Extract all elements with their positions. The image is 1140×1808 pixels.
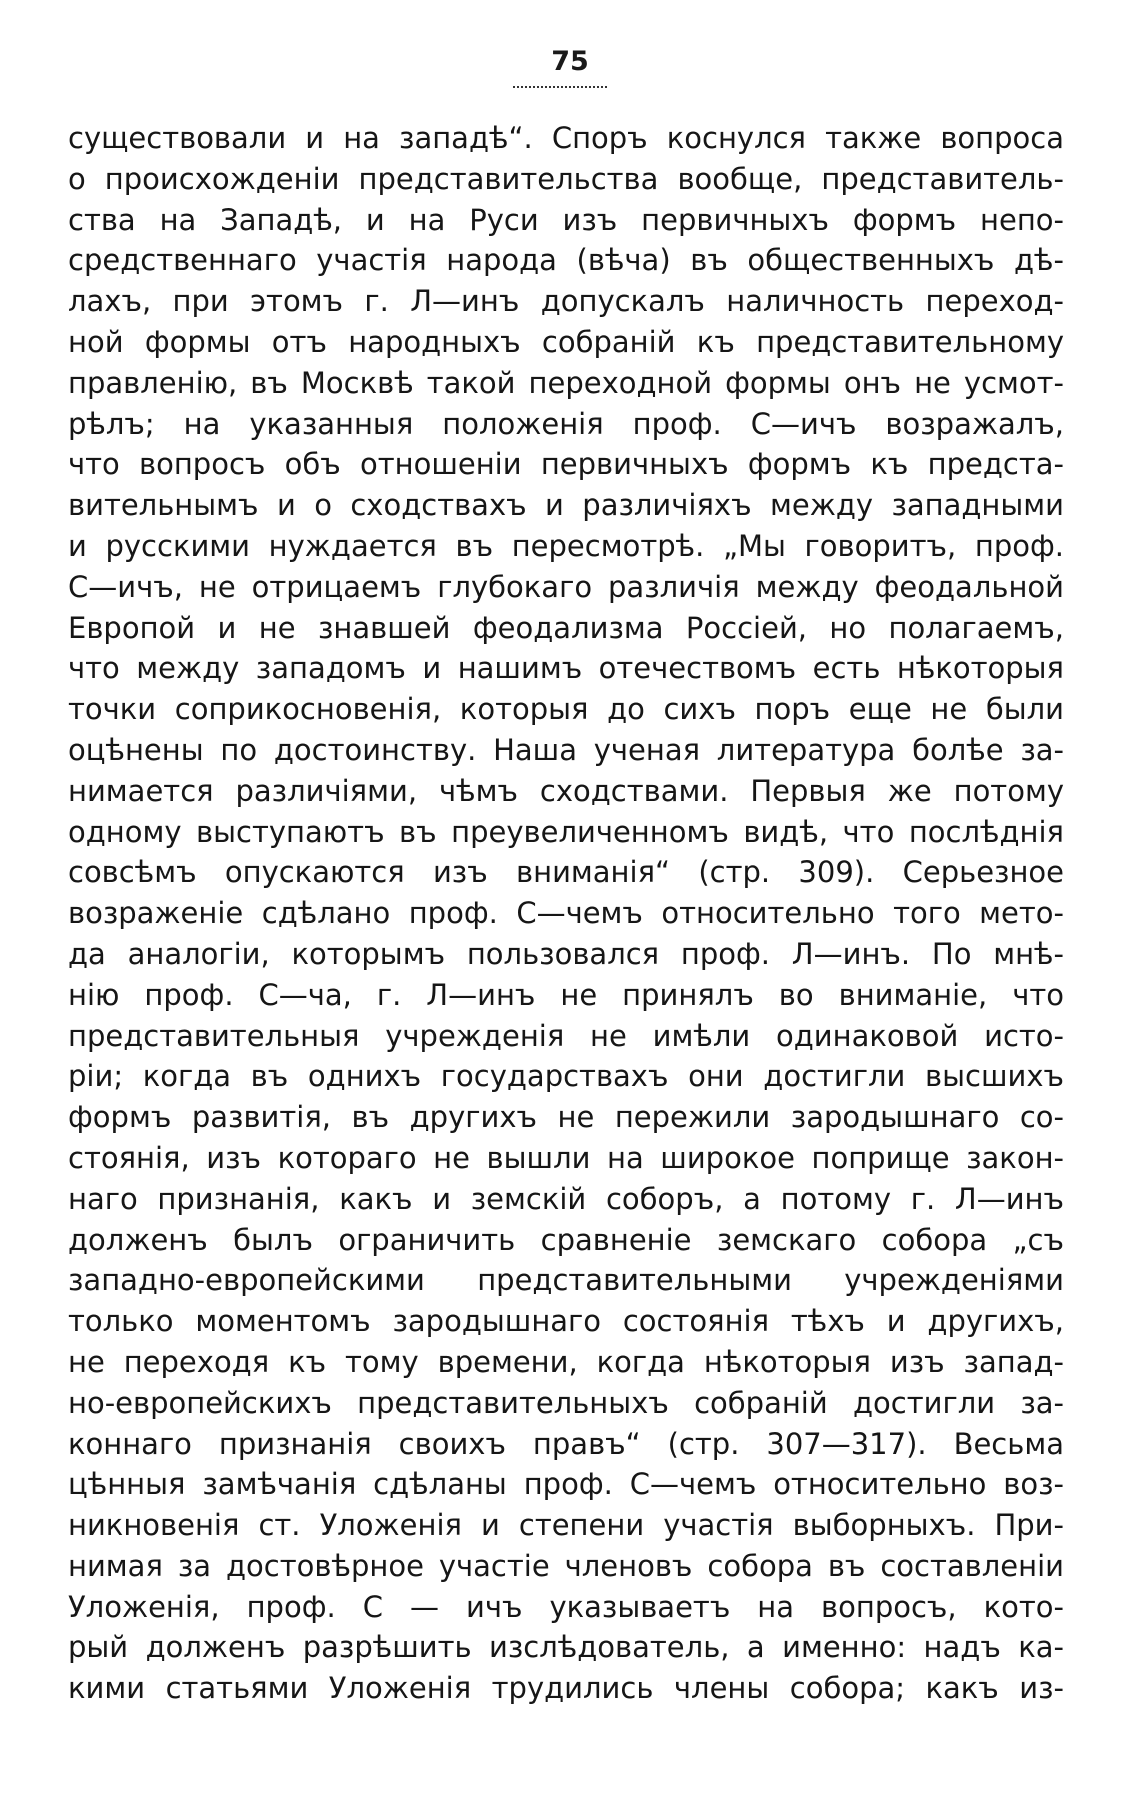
text-line: представительныя учрежденія не имѣли одинаковой исто-	[68, 1018, 1064, 1053]
text-line: С—ичъ, не отрицаемъ глубокаго различія между феодальной	[68, 569, 1064, 604]
text-line: рѣлъ; на указанныя положенія проф. С—ичъ возражалъ,	[68, 406, 1064, 441]
text-line: но-европейскихъ представительныхъ собраній достигли за-	[68, 1385, 1064, 1420]
text-line: лахъ, при этомъ г. Л—инъ допускалъ наличность переход-	[68, 284, 1064, 319]
text-line: ріи; когда въ однихъ государствахъ они достигли высшихъ	[68, 1059, 1064, 1094]
text-line: одному выступаютъ въ преувеличенномъ видѣ, что послѣднія	[68, 814, 1064, 849]
body-text	[68, 118, 1064, 1709]
text-line: долженъ былъ ограничить сравненіе земскаго собора „съ	[68, 1222, 1064, 1257]
text-line: ной формы отъ народныхъ собраній къ представительному	[68, 324, 1064, 359]
page-number: 75	[551, 46, 589, 77]
text-line: что вопросъ объ отношеніи первичныхъ формъ къ предста-	[68, 447, 1064, 482]
text-line: да аналогіи, которымъ пользовался проф. Л—инъ. По мнѣ-	[68, 936, 1064, 971]
text-line: оцѣнены по достоинству. Наша ученая литература болѣе за-	[68, 732, 1064, 767]
text-line: Уложенія, проф. С — ичъ указываетъ на вопросъ, кото-	[68, 1589, 1064, 1624]
text-line: только моментомъ зародышнаго состоянія тѣхъ и другихъ,	[68, 1304, 1064, 1339]
text-line: совсѣмъ опускаются изъ вниманія“ (стр. 309). Серьезное	[68, 855, 1064, 890]
text-line: что между западомъ и нашимъ отечествомъ есть нѣкоторыя	[68, 651, 1064, 686]
text-line: нимая за достовѣрное участіе членовъ собора въ составленіи	[68, 1548, 1064, 1583]
text-line: вительнымъ и о сходствахъ и различіяхъ между западными	[68, 488, 1064, 523]
text-line: и русскими нуждается въ пересмотрѣ. „Мы говоритъ, проф.	[68, 528, 1064, 563]
text-line: возраженіе сдѣлано проф. С—чемъ относительно того мето-	[68, 896, 1064, 931]
text-line: формъ развитія, въ другихъ не пережили зародышнаго со-	[68, 1100, 1064, 1135]
text-line: средственнаго участія народа (вѣча) въ общественныхъ дѣ-	[68, 243, 1064, 278]
text-line: нію проф. С—ча, г. Л—инъ не принялъ во вниманіе, что	[68, 977, 1064, 1012]
text-line: цѣнныя замѣчанія сдѣланы проф. С—чемъ относительно воз-	[68, 1467, 1064, 1502]
text-line: о происхожденіи представительства вообще, представитель-	[68, 161, 1064, 196]
text-line: Европой и не знавшей феодализма Россіей, но полагаемъ,	[68, 610, 1064, 645]
text-line: нимается различіями, чѣмъ сходствами. Первыя же потому	[68, 773, 1064, 808]
page-number-rule	[513, 86, 607, 88]
text-line: кими статьями Уложенія трудились члены собора; какъ из-	[68, 1671, 1064, 1706]
text-line: стоянія, изъ котораго не вышли на широкое поприще закон-	[68, 1140, 1064, 1175]
text-line: рый долженъ разрѣшить изслѣдователь, а именно: надъ ка-	[68, 1630, 1064, 1665]
text-line: никновенія ст. Уложенія и степени участія выборныхъ. При-	[68, 1508, 1064, 1543]
text-line: ства на Западѣ, и на Руси изъ первичныхъ формъ непо-	[68, 202, 1064, 237]
text-line: западно-европейскими представительными учрежденіями	[68, 1263, 1064, 1298]
text-line: не переходя къ тому времени, когда нѣкоторыя изъ запад-	[68, 1344, 1064, 1379]
text-line: точки соприкосновенія, которыя до сихъ поръ еще не были	[68, 692, 1064, 727]
text-line: существовали и на западѣ“. Споръ коснулся также вопроса	[68, 121, 1064, 155]
text-line: наго признанія, какъ и земскій соборъ, а потому г. Л—инъ	[68, 1181, 1064, 1216]
text-line: коннаго признанія своихъ правъ“ (стр. 307—317). Весьма	[68, 1426, 1064, 1461]
text-line: правленію, въ Москвѣ такой переходной формы онъ не усмот-	[68, 365, 1064, 400]
